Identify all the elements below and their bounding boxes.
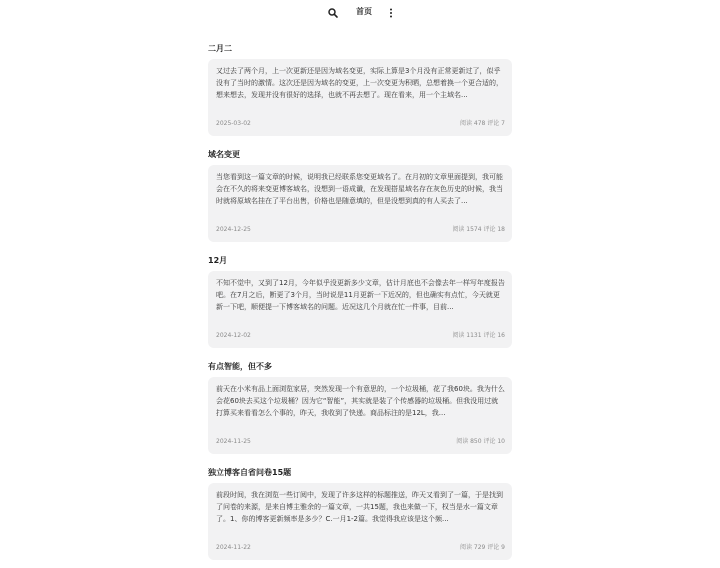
home-link[interactable]: 首页 (356, 7, 372, 16)
post-item (208, 462, 512, 568)
post-meta (216, 225, 505, 235)
post-excerpt: 当您看到这一篇文章的时候，说明我已经联系您变更域名了。在月初的文章里面提到，我可能会在不久的将来变更博客域名，没想到一语成谶，在发现搭星域名存在灰色历史的时候，我当时就将原域名挂在了平台出售，价格也是随意填的，但是没想到真的有人买去了... (216, 173, 503, 205)
post-item (208, 250, 512, 356)
top-bar (0, 0, 720, 24)
post-card[interactable] (208, 483, 512, 560)
post-card[interactable] (208, 377, 512, 454)
post-stats: 阅读 729 评论 9 (460, 544, 505, 551)
post-card[interactable] (208, 165, 512, 242)
post-excerpt: 又过去了两个月，上一次更新还是因为域名变更，实际上算是3个月没有正常更新过了，似乎没有了当时的激情。这次还是因为域名的变更，上一次变更为积晒，总想着换一个更合适的，想来想去，发现并没有很好的选择，也就不再去想了。现在看来，用一个主域名... (216, 67, 503, 99)
post-feed (208, 38, 512, 568)
post-date: 2024-11-25 (216, 438, 251, 445)
post-meta (216, 437, 505, 447)
post-card[interactable] (208, 271, 512, 348)
post-item (208, 356, 512, 462)
post-date: 2024-12-02 (216, 332, 251, 339)
post-meta (216, 331, 505, 341)
post-item (208, 144, 512, 250)
post-card[interactable] (208, 59, 512, 136)
post-item (208, 38, 512, 144)
more-vertical-icon[interactable] (385, 5, 397, 19)
post-title[interactable]: 二月二 (208, 44, 232, 53)
post-stats: 阅读 850 评论 10 (456, 438, 505, 445)
search-icon[interactable] (326, 5, 340, 19)
post-excerpt: 前段时间，我在浏览一些订阅中，发现了许多这样的标题推送，昨天又看到了一篇，于是找到了问卷的来源，是来自博主雅余的一篇文章，一共15题，我也来做一下，权当是水一篇文章了。1、你的博客更新频率是多少？C.一月1-2篇。我觉得我应该是这个频... (216, 491, 503, 523)
post-stats: 阅读 1131 评论 16 (452, 332, 505, 339)
post-stats: 阅读 1574 评论 18 (452, 226, 505, 233)
post-title[interactable]: 独立博客自省问卷15题 (208, 468, 292, 477)
post-meta (216, 543, 505, 553)
post-excerpt: 不知不觉中，又到了12月，今年似乎没更新多少文章，估计月底也不会像去年一样写年度报告吧。在7月之后，断更了3个月，当时说是11月更新一下近况的，但也确实有点忙，今天就更新一下吧，顺便提一下博客域名的问题。近况这几个月就在忙一件事，目前... (216, 279, 505, 311)
post-excerpt: 前天在小米有品上面浏览家居，突然发现一个有意思的，一个垃圾桶，花了我60块。我为什么会花60块去买这个垃圾桶？因为它“智能”，其实就是装了个传感器的垃圾桶。但我没用过就打算买来看看怎么个事的，昨天，我收到了快递。商品标注的是12L，我... (216, 385, 505, 417)
post-title[interactable]: 12月 (208, 256, 228, 265)
post-date: 2025-03-02 (216, 120, 251, 127)
post-stats: 阅读 478 评论 7 (460, 120, 505, 127)
post-date: 2024-11-22 (216, 544, 251, 551)
post-meta (216, 119, 505, 129)
post-title[interactable]: 域名变更 (208, 150, 240, 159)
post-date: 2024-12-25 (216, 226, 251, 233)
post-title[interactable]: 有点智能，但不多 (208, 362, 272, 371)
